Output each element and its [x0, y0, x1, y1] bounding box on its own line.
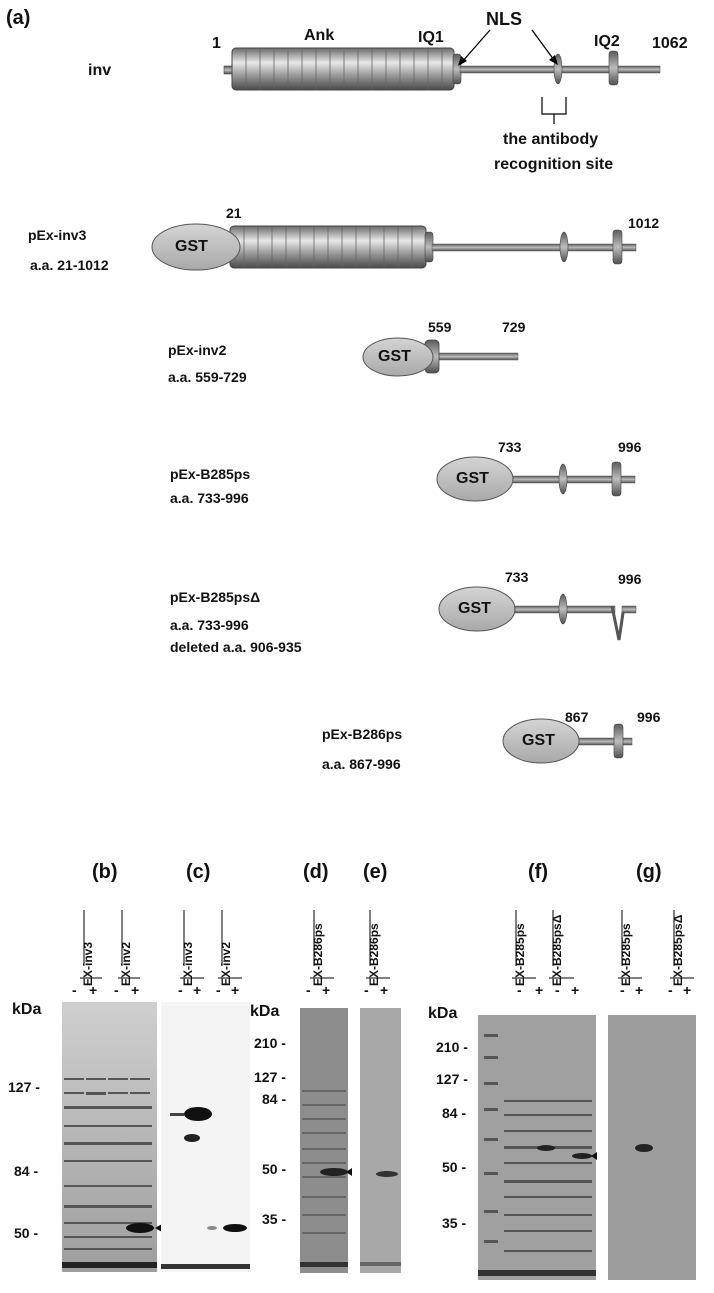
inv-end: 1062	[652, 35, 688, 52]
antibody-line2: recognition site	[494, 156, 614, 173]
sign-f-1m: -	[517, 982, 522, 998]
inv2-gst: GST	[378, 348, 411, 365]
gel-f	[478, 1015, 597, 1280]
inv2-name: pEx-inv2	[168, 342, 227, 358]
marker-mid-50: 50 -	[262, 1161, 287, 1177]
sign-d-p: +	[322, 982, 331, 998]
b285psd-gst: GST	[458, 600, 491, 617]
b285psd-range: a.a. 733-996	[170, 617, 249, 633]
sign-b-2m: -	[114, 982, 119, 998]
b285ps-range: a.a. 733-996	[170, 490, 249, 506]
marker-mid-84: 84 -	[262, 1091, 287, 1107]
nls-label: NLS	[486, 9, 522, 29]
b285psd-name: pEx-B285psΔ	[170, 589, 261, 605]
sign-f-1p: +	[535, 982, 544, 998]
b286ps-end: 996	[637, 709, 661, 725]
inv3-range: a.a. 21-1012	[30, 257, 109, 273]
b285ps-gst: GST	[456, 470, 489, 487]
marker-mid-35: 35 -	[262, 1211, 287, 1227]
sign-c-1p: +	[193, 982, 202, 998]
b285ps-end: 996	[618, 439, 642, 455]
kda-right: kDa	[428, 1005, 458, 1022]
sign-b-1m: -	[72, 982, 77, 998]
sign-d-m: -	[306, 982, 311, 998]
b286ps-name: pEx-B286ps	[322, 726, 403, 742]
marker-left-50: 50 -	[14, 1225, 39, 1241]
sign-c-2p: +	[231, 982, 240, 998]
ank-label: Ank	[304, 27, 335, 44]
marker-left-127: 127 -	[8, 1079, 40, 1095]
marker-right-127: 127 -	[436, 1071, 468, 1087]
iq2-label: IQ2	[594, 33, 620, 50]
b286ps-range: a.a. 867-996	[322, 756, 401, 772]
sign-g-2p: +	[683, 982, 692, 998]
inv3-gst: GST	[175, 238, 208, 255]
panel-b-label: (b)	[92, 861, 118, 883]
inv2-end: 729	[502, 319, 526, 335]
panel-c-label: (c)	[186, 861, 211, 883]
inv-name: inv	[88, 62, 112, 79]
panel-e-label: (e)	[363, 861, 388, 883]
b285psd-start: 733	[505, 569, 529, 585]
gel-d	[300, 1008, 352, 1273]
b286ps-gst: GST	[522, 732, 555, 749]
lane-label-f-b285ps: EX-B285ps	[513, 923, 527, 986]
marker-right-35: 35 -	[442, 1215, 467, 1231]
panel-g-label: (g)	[636, 861, 662, 883]
sign-c-2m: -	[216, 982, 221, 998]
marker-right-50: 50 -	[442, 1159, 467, 1175]
inv3-name: pEx-inv3	[28, 227, 87, 243]
sign-g-2m: -	[668, 982, 673, 998]
panel-f-label: (f)	[528, 861, 548, 883]
inv3-start: 21	[226, 205, 242, 221]
b285ps-name: pEx-B285ps	[170, 466, 251, 482]
gel-b	[62, 1002, 162, 1272]
marker-right-210: 210 -	[436, 1039, 468, 1055]
gel-g	[608, 1015, 696, 1280]
sign-b-1p: +	[89, 982, 98, 998]
inv2-start: 559	[428, 319, 452, 335]
panel-d-label: (d)	[303, 861, 329, 883]
lane-label-b-inv3: EX-inv3	[81, 941, 95, 986]
marker-mid-127: 127 -	[254, 1069, 286, 1085]
sign-f-2p: +	[571, 982, 580, 998]
gel-e	[360, 1008, 401, 1273]
kda-left: kDa	[12, 1001, 42, 1018]
lane-label-c-inv3: EX-inv3	[181, 941, 195, 986]
marker-left-84: 84 -	[14, 1163, 39, 1179]
sign-g-1m: -	[620, 982, 625, 998]
sign-e-p: +	[380, 982, 389, 998]
sign-f-2m: -	[555, 982, 560, 998]
lane-label-g-b285psd: EX-B285psΔ	[671, 914, 685, 986]
lane-label-g-b285ps: EX-B285ps	[619, 923, 633, 986]
lane-label-d-b286ps: EX-B286ps	[311, 923, 325, 986]
b285ps-start: 733	[498, 439, 522, 455]
sign-g-1p: +	[635, 982, 644, 998]
lane-label-b-inv2: EX-inv2	[119, 941, 133, 986]
lane-label-c-inv2: EX-inv2	[219, 941, 233, 986]
inv3-end: 1012	[628, 215, 660, 231]
kda-middle: kDa	[250, 1003, 280, 1020]
gel-c	[161, 1002, 250, 1272]
b285psd-extra: deleted a.a. 906-935	[170, 639, 302, 655]
antibody-line1: the antibody	[503, 131, 599, 148]
lane-label-f-b285psd: EX-B285psΔ	[550, 914, 564, 986]
marker-mid-210: 210 -	[254, 1035, 286, 1051]
inv2-range: a.a. 559-729	[168, 369, 247, 385]
b286ps-start: 867	[565, 709, 589, 725]
sign-c-1m: -	[178, 982, 183, 998]
panel-a-label: (a)	[6, 7, 31, 29]
sign-e-m: -	[364, 982, 369, 998]
lane-label-e-b286ps: EX-B286ps	[367, 923, 381, 986]
sign-b-2p: +	[131, 982, 140, 998]
iq1-label: IQ1	[418, 29, 444, 46]
b285psd-end: 996	[618, 571, 642, 587]
inv-start: 1	[212, 35, 221, 52]
marker-right-84: 84 -	[442, 1105, 467, 1121]
